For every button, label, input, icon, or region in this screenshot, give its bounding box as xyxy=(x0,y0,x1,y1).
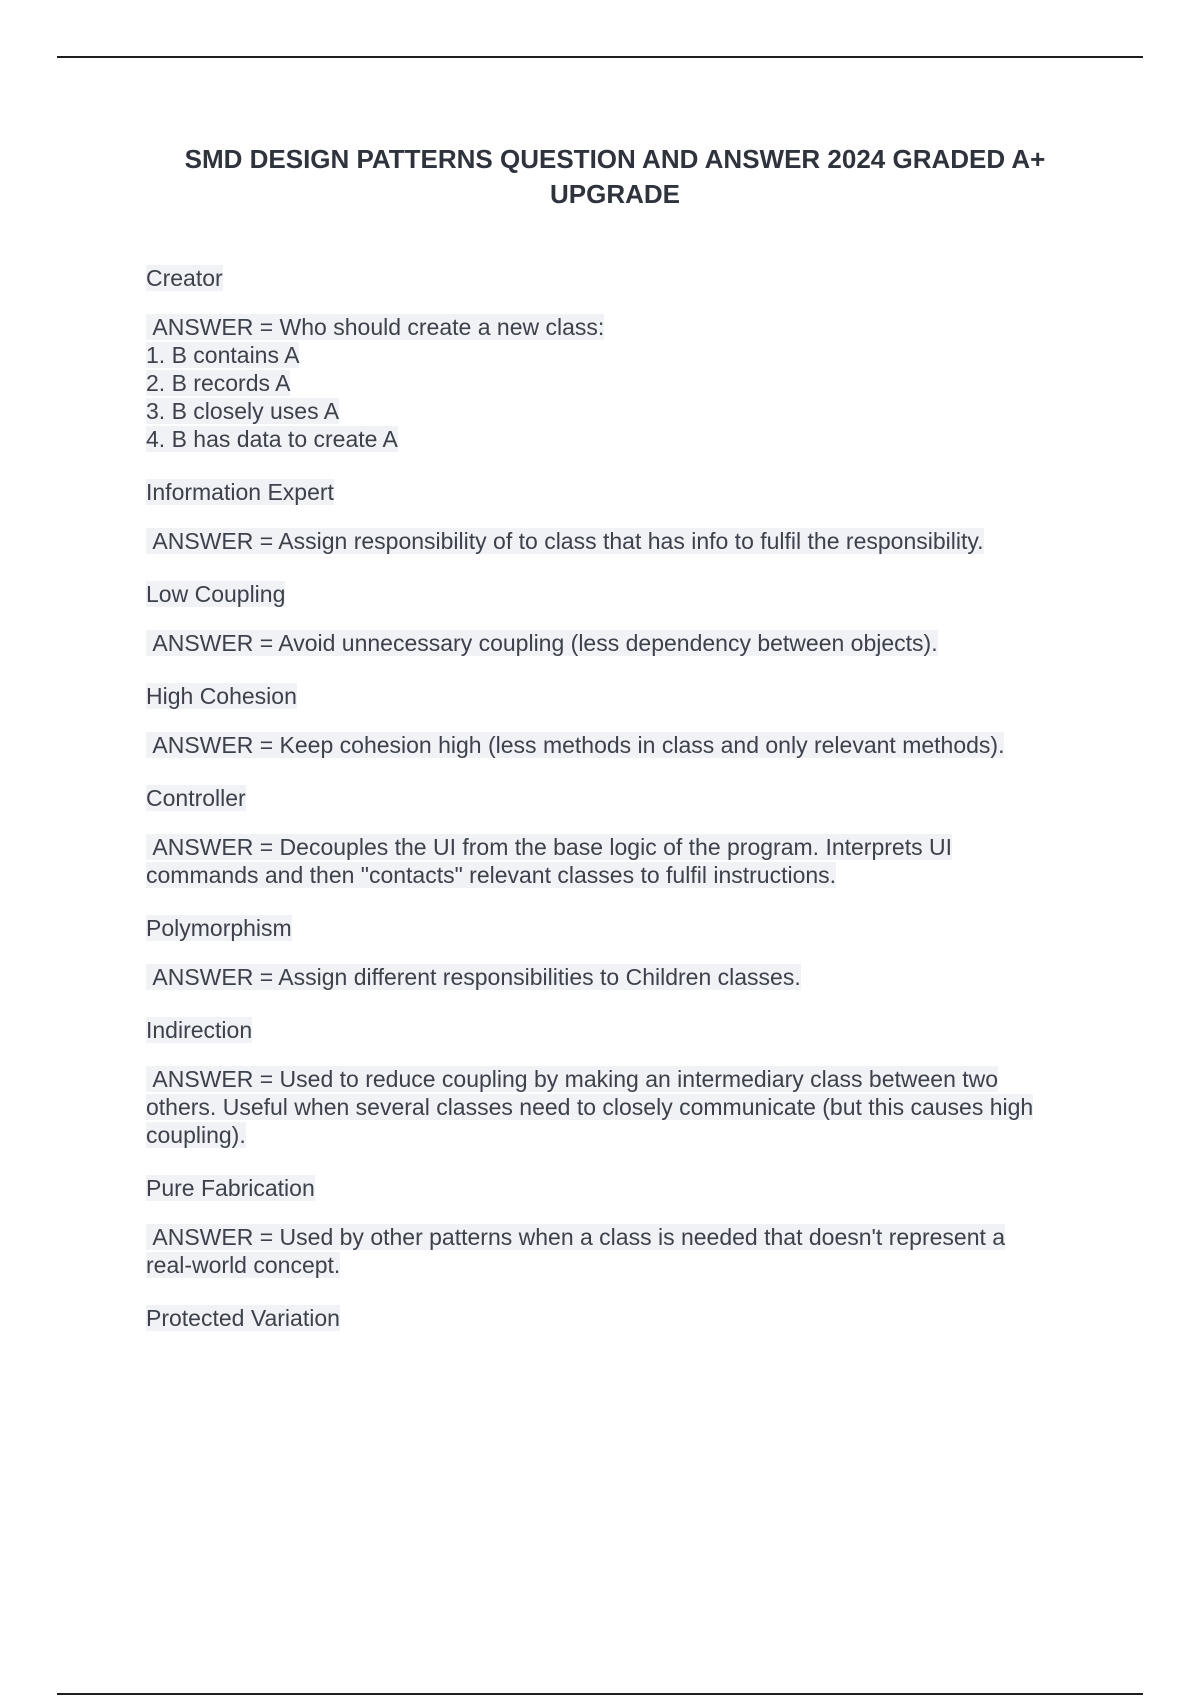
document-title xyxy=(140,142,1090,212)
title-line-1: SMD DESIGN PATTERNS QUESTION AND ANSWER 2024 GRADED A+ xyxy=(184,144,1046,174)
qa-list xyxy=(146,264,1106,1353)
question-low-coupling: Low Coupling xyxy=(146,581,286,607)
answer-controller: ANSWER = Decouples the UI from the base logic of the program. Interprets UI commands and then "contacts" relevant classes to fulfil instructions. xyxy=(146,834,952,888)
question-high-cohesion: High Cohesion xyxy=(146,683,297,709)
answer-indirection: ANSWER = Used to reduce coupling by making an intermediary class between two others. Useful when several classes need to closely communicate (but this causes high coupling). xyxy=(146,1066,1034,1148)
question-protected-variation: Protected Variation xyxy=(146,1305,340,1331)
answer-creator: ANSWER = Who should create a new class: 1. B contains A 2. B records A 3. B closely uses A 4. B has data to create A xyxy=(146,314,605,452)
question-controller: Controller xyxy=(146,785,246,811)
answer-polymorphism: ANSWER = Assign different responsibilities to Children classes. xyxy=(146,964,801,990)
title-line-2: UPGRADE xyxy=(549,179,680,209)
answer-low-coupling: ANSWER = Avoid unnecessary coupling (less dependency between objects). xyxy=(146,630,938,656)
question-pure-fabrication: Pure Fabrication xyxy=(146,1175,315,1201)
answer-high-cohesion: ANSWER = Keep cohesion high (less methods in class and only relevant methods). xyxy=(146,732,1005,758)
answer-pure-fabrication: ANSWER = Used by other patterns when a class is needed that doesn't represent a real-world concept. xyxy=(146,1224,1006,1278)
question-information-expert: Information Expert xyxy=(146,479,334,505)
answer-information-expert: ANSWER = Assign responsibility of to class that has info to fulfil the responsibility. xyxy=(146,528,984,554)
question-indirection: Indirection xyxy=(146,1017,253,1043)
bottom-rule xyxy=(57,1693,1143,1695)
question-polymorphism: Polymorphism xyxy=(146,915,292,941)
top-rule xyxy=(57,56,1143,58)
question-creator: Creator xyxy=(146,265,223,291)
